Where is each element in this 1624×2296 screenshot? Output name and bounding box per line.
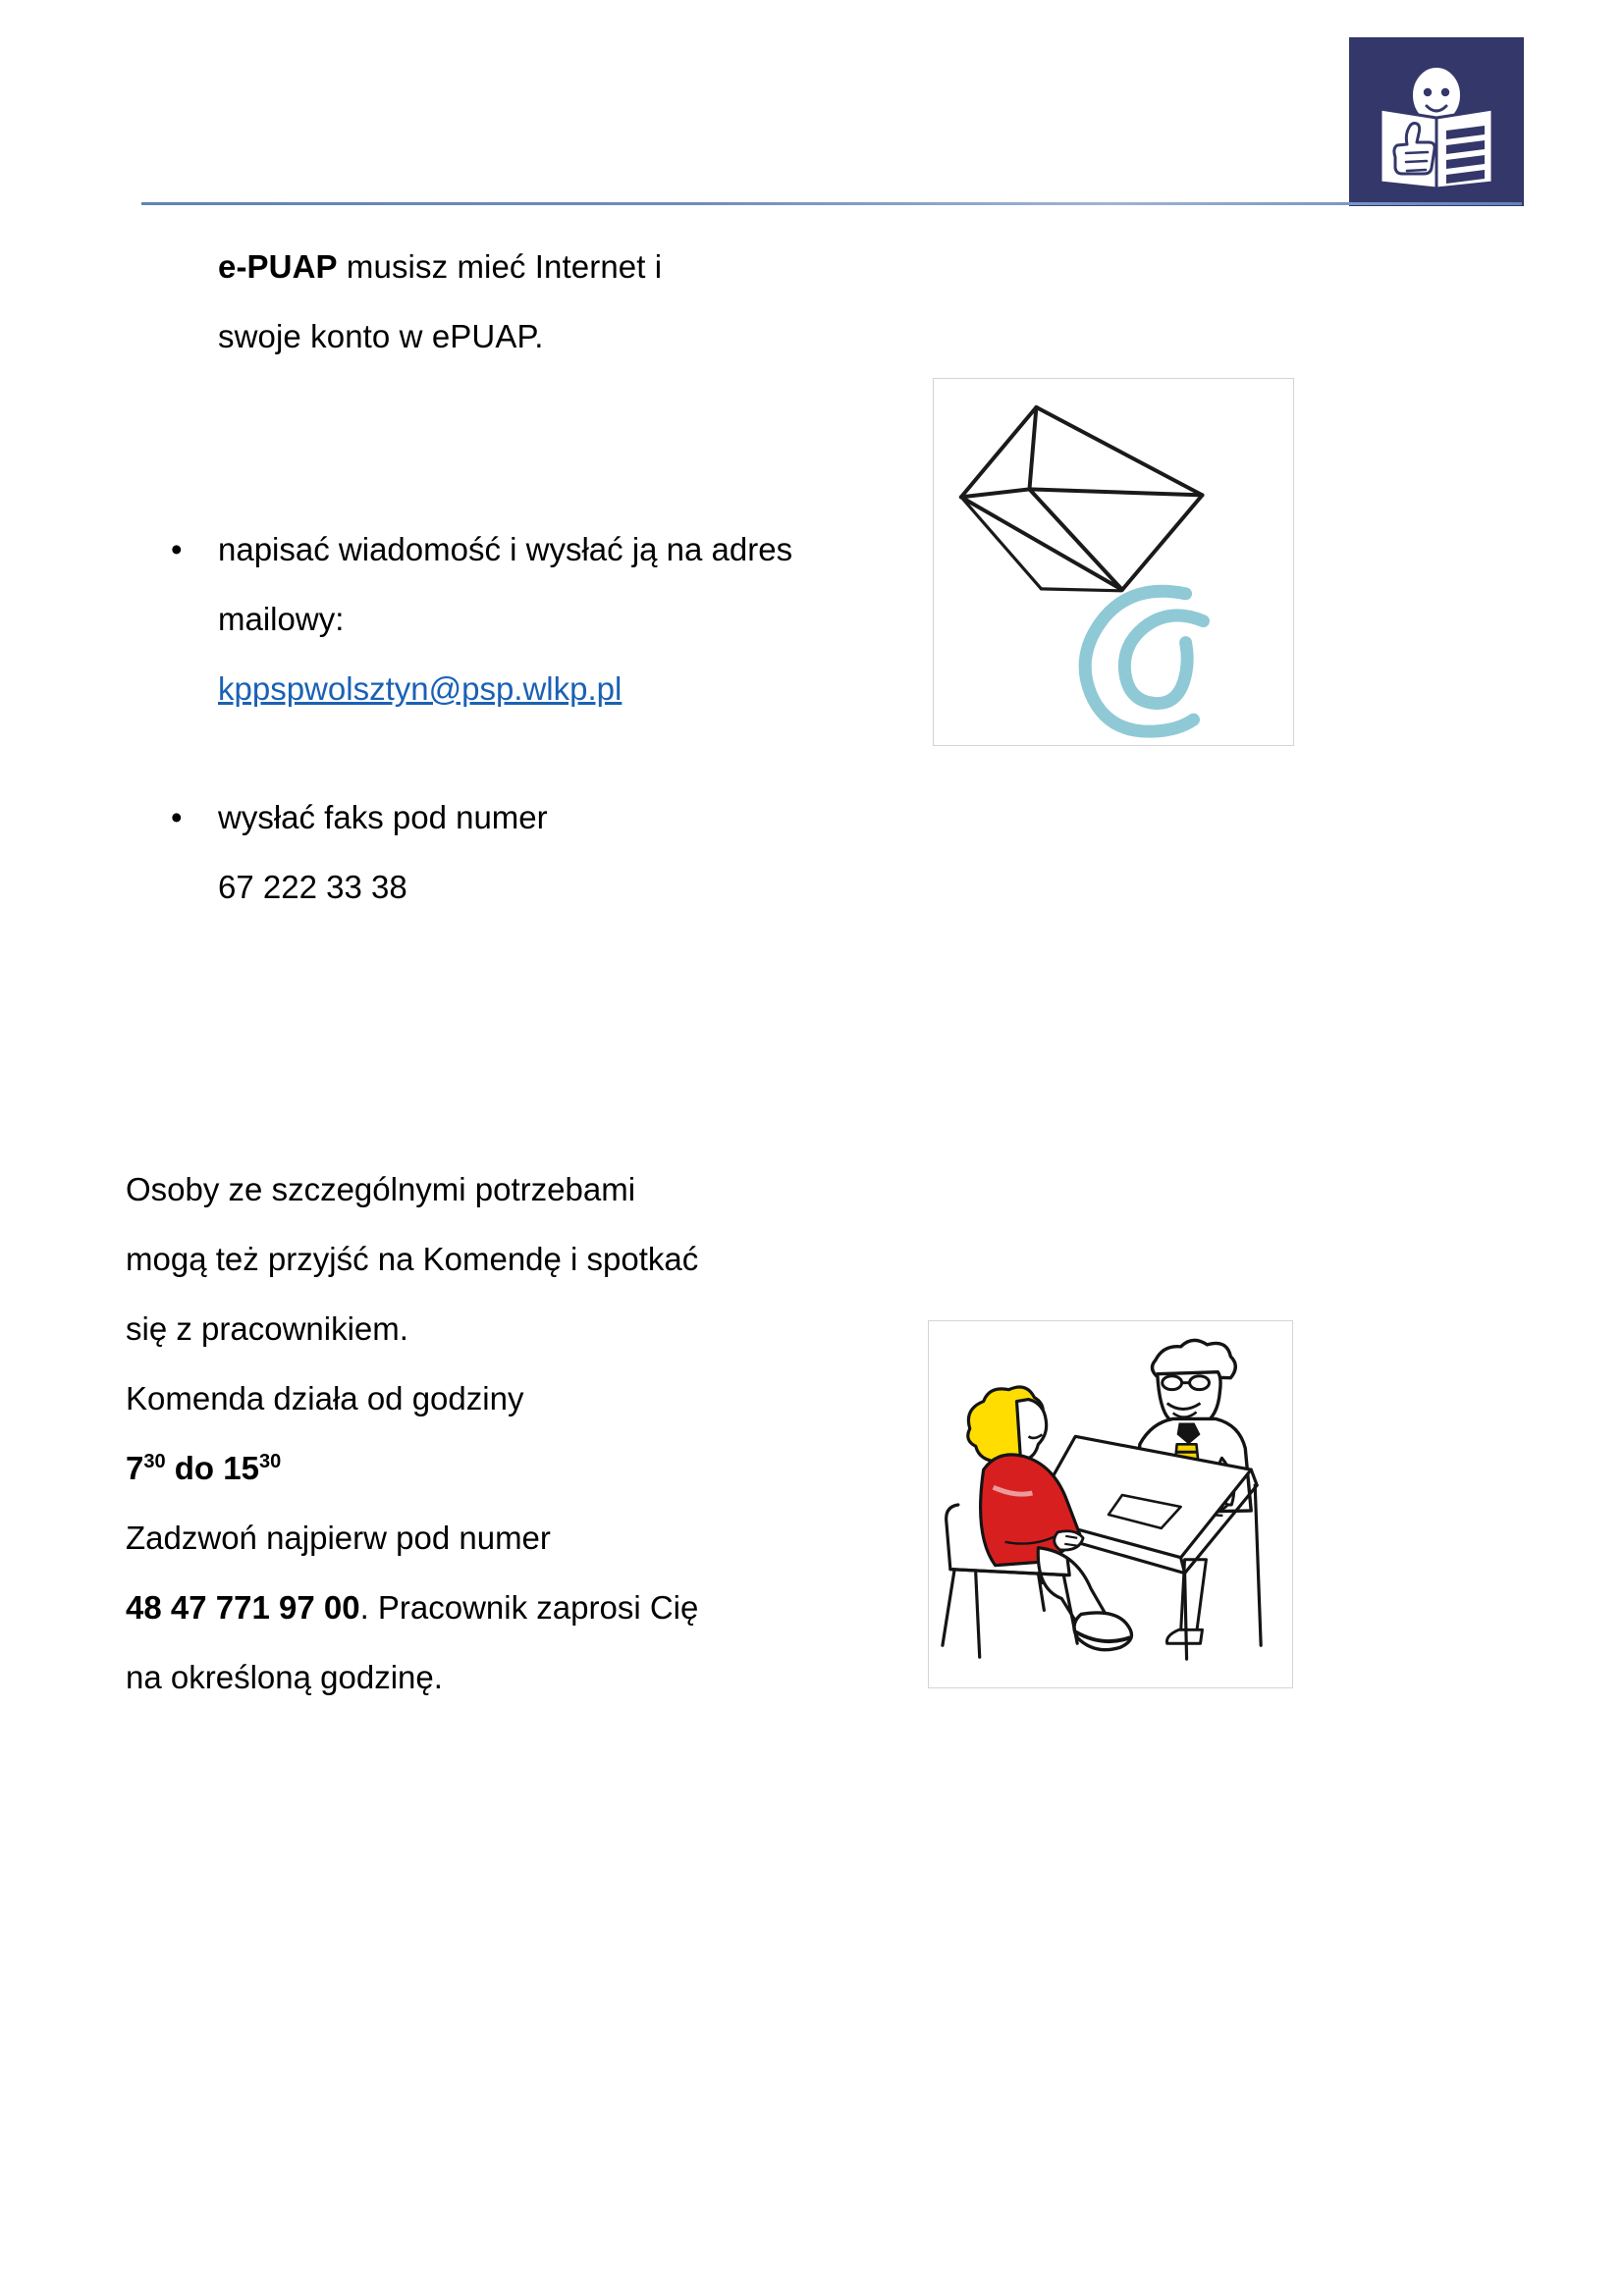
call-first-prefix: Zadzwoń najpierw pod numer (126, 1520, 551, 1556)
envelope-email-illustration (933, 378, 1294, 746)
hours-separator: do (165, 1450, 224, 1486)
list-item (167, 514, 795, 723)
opening-hours-line (126, 1363, 715, 1433)
hours-to: 15 (223, 1450, 259, 1486)
visit-info-block (126, 1154, 715, 1712)
opening-hours-value (126, 1433, 715, 1503)
bullet-email-text: napisać wiadomość i wysłać ją na adres mailowy: (218, 531, 793, 637)
contact-options-list (167, 514, 795, 922)
list-item (167, 782, 795, 922)
phone-number: 48 47 771 97 00 (126, 1589, 360, 1626)
header-divider (141, 202, 1522, 205)
easy-to-read-logo (1349, 37, 1524, 206)
hours-from-minutes: 30 (143, 1451, 166, 1472)
call-first-suffix: . Pracownik zaprosi Cię na określoną godzinę. (126, 1589, 699, 1695)
fax-number: 67 222 33 38 (218, 869, 407, 905)
lead-rest: musisz mieć Internet i swoje konto w ePUAP. (218, 248, 672, 354)
opening-hours-prefix: Komenda działa od godziny (126, 1380, 524, 1416)
hours-to-minutes: 30 (258, 1451, 282, 1472)
meeting-at-desk-illustration (928, 1320, 1293, 1688)
hours-from: 7 (126, 1450, 144, 1486)
bullet-fax-text: wysłać faks pod numer (218, 799, 548, 835)
lead-bold-term: e-PUAP (218, 248, 338, 285)
email-link[interactable]: kppspwolsztyn@psp.wlkp.pl (218, 670, 623, 707)
lead-paragraph (218, 232, 729, 371)
call-first-paragraph (126, 1503, 715, 1712)
visit-paragraph: Osoby ze szczególnymi potrzebami mogą też przyjść na Komendę i spotkać się z pracownikiem. (126, 1171, 699, 1347)
